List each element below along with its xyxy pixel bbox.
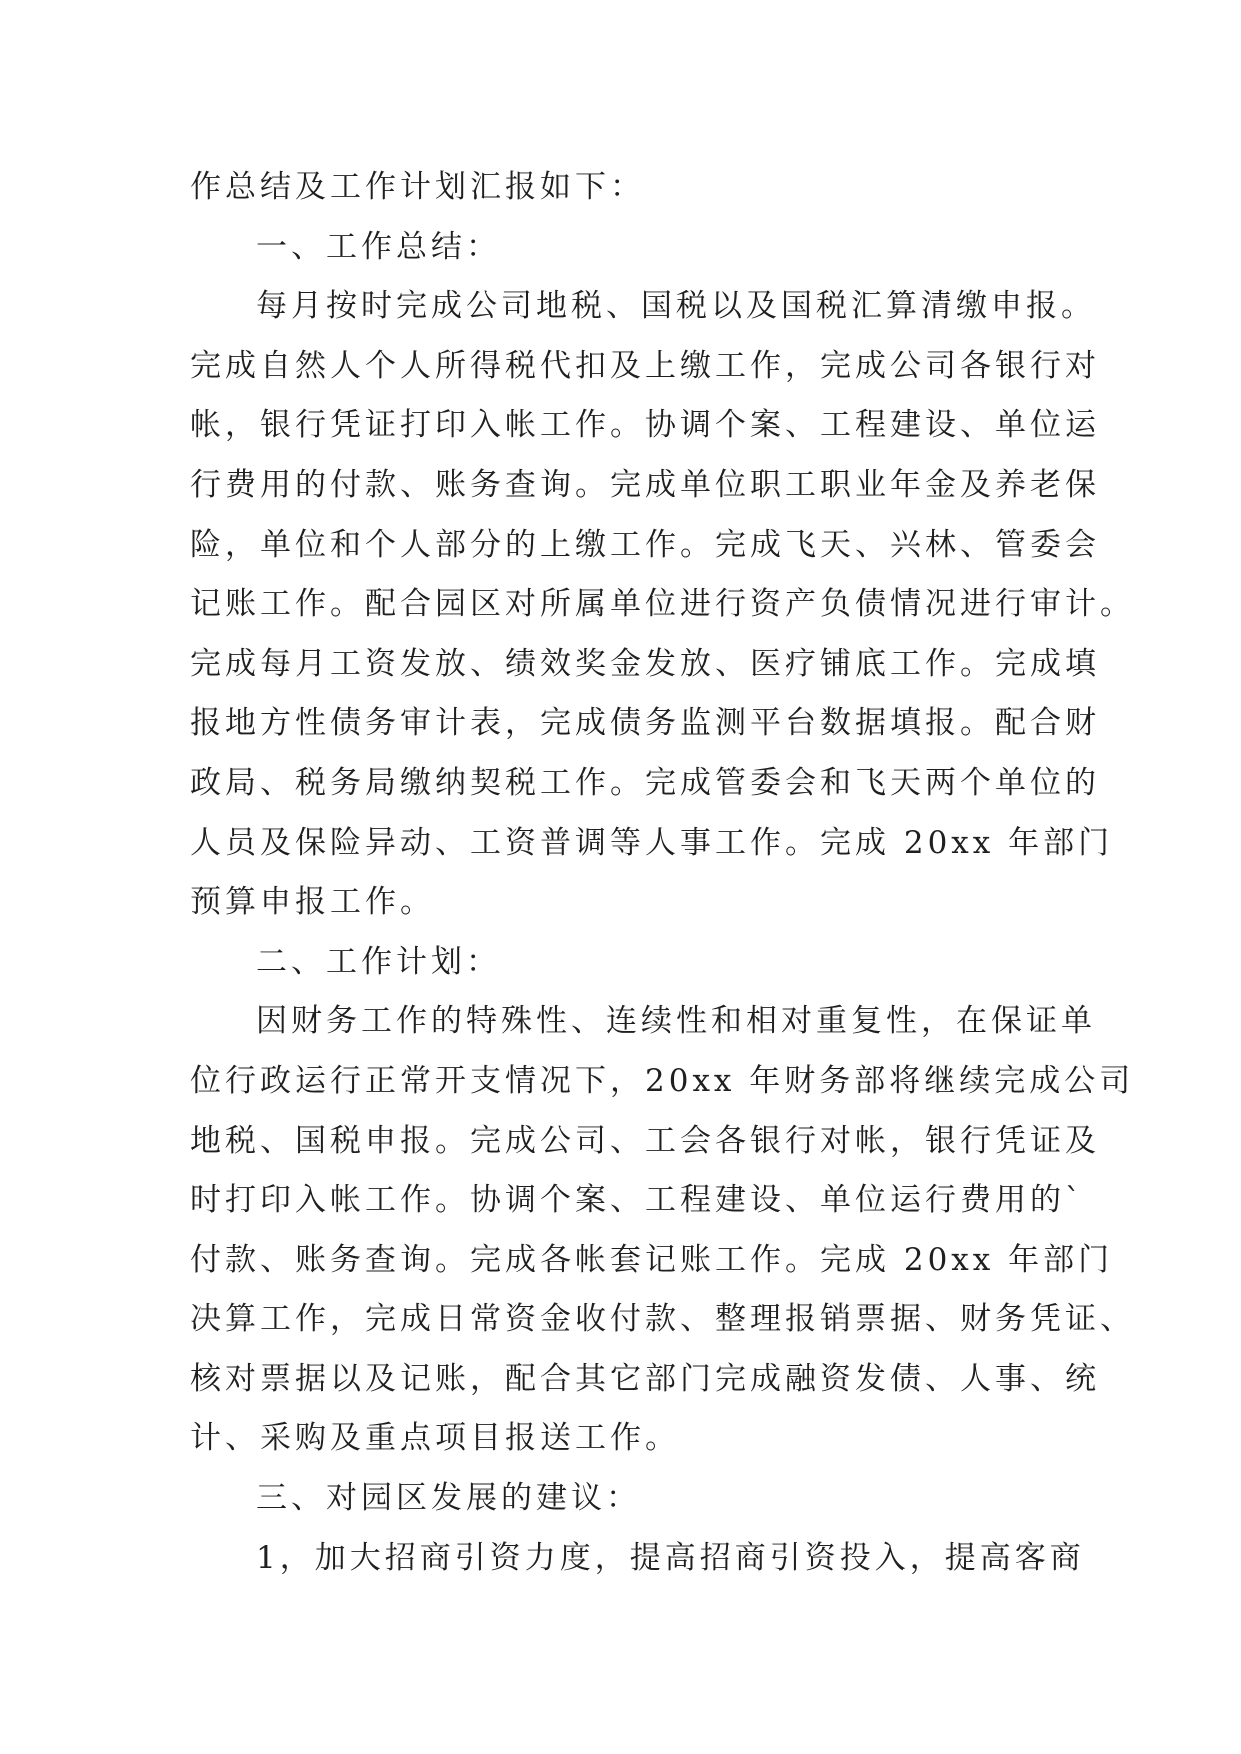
text-line: 核对票据以及记账，配合其它部门完成融资发债、人事、统 <box>190 1360 1100 1397</box>
text-line: 地税、国税申报。完成公司、工会各银行对帐，银行凭证及 <box>190 1122 1100 1159</box>
text-line: 完成自然人个人所得税代扣及上缴工作，完成公司各银行对 <box>190 347 1100 384</box>
text-line: 人员及保险异动、工资普调等人事工作。完成 20xx 年部门 <box>190 824 1114 861</box>
text-line: 报地方性债务审计表，完成债务监测平台数据填报。配合财 <box>190 705 1100 742</box>
text-line: 计、采购及重点项目报送工作。 <box>190 1420 680 1457</box>
section-heading: 二、工作计划： <box>256 943 501 980</box>
text-line: 政局、税务局缴纳契税工作。完成管委会和飞天两个单位的 <box>190 764 1100 801</box>
text-line: 时打印入帐工作。协调个案、工程建设、单位运行费用的` <box>190 1182 1085 1219</box>
text-line: 位行政运行正常开支情况下，20xx 年财务部将继续完成公司 <box>190 1062 1135 1099</box>
text-line: 帐，银行凭证打印入帐工作。协调个案、工程建设、单位运 <box>190 407 1100 444</box>
text-line: 作总结及工作计划汇报如下： <box>190 169 645 205</box>
text-line: 行费用的付款、账务查询。完成单位职工职业年金及养老保 <box>190 466 1100 503</box>
text-line: 完成每月工资发放、绩效奖金发放、医疗铺底工作。完成填 <box>190 645 1100 682</box>
text-line: 每月按时完成公司地税、国税以及国税汇算清缴申报。 <box>256 288 1096 325</box>
text-line: 决算工作，完成日常资金收付款、整理报销票据、财务凭证、 <box>190 1301 1135 1338</box>
text-line: 险，单位和个人部分的上缴工作。完成飞天、兴林、管委会 <box>190 526 1100 563</box>
section-heading: 三、对园区发展的建议： <box>256 1480 641 1517</box>
text-line: 1，加大招商引资力度，提高招商引资投入，提高客商 <box>256 1539 1085 1576</box>
text-line: 记账工作。配合园区对所属单位进行资产负债情况进行审计。 <box>190 586 1135 623</box>
document-body <box>190 158 1135 1588</box>
text-line: 付款、账务查询。完成各帐套记账工作。完成 20xx 年部门 <box>190 1241 1114 1278</box>
text-line: 因财务工作的特殊性、连续性和相对重复性，在保证单 <box>256 1003 1096 1040</box>
text-line: 预算申报工作。 <box>190 884 435 921</box>
section-heading: 一、工作总结： <box>256 228 501 265</box>
